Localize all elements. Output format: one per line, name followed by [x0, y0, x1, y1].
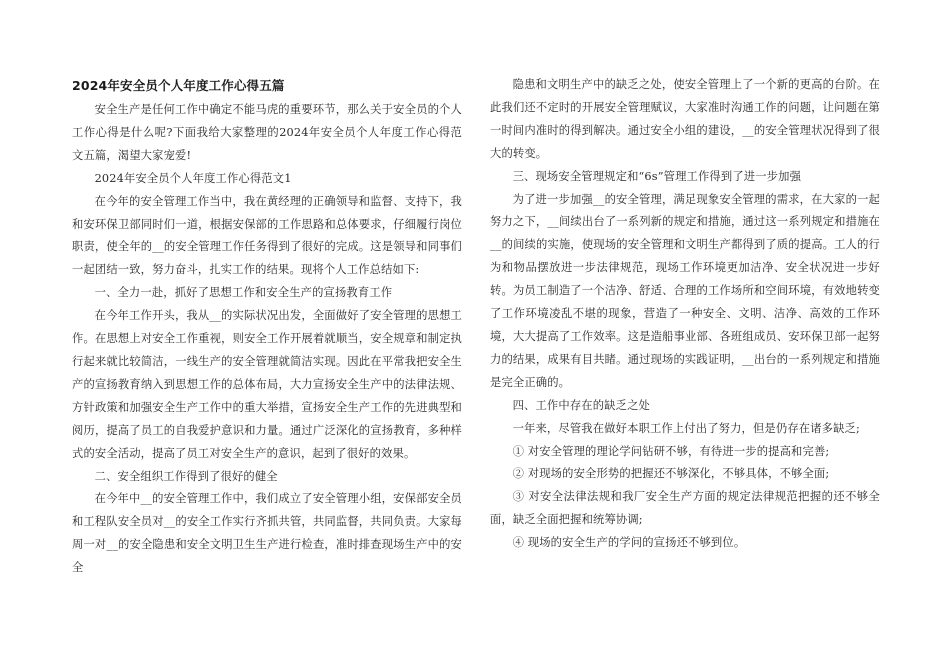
intro-paragraph: 安全生产是任何工作中确定不能马虎的重要环节，那么关于安全员的个人工作心得是什么呢?下面我给大家整理的2024年安全员个人年度工作心得范文五篇，渴望大家宠爱! — [72, 103, 462, 162]
section-heading-1: 一、全力一赴，抓好了思想工作和安全生产的宣扬教育工作 — [94, 286, 393, 300]
left-column — [72, 74, 462, 580]
right-column — [490, 74, 880, 555]
section-heading-4: 四、工作中存在的缺乏之处 — [512, 398, 650, 412]
body-paragraph: 在今年工作开头，我从__的实际状况出发，全面做好了安全管理的思想工作。在思想上对安全工作重视，则安全工作开展着就顺当，安全规章和制定执行起来就比较简洁，一线生产的安全管理就简洁实现。因此在平常我把安全生产的宣扬教育纳入到思想工作的总体布局，大力宣扬安全生产中的法律法规、方针政策和加强安全生产工作中的重大举措，宣扬安全生产工作的先进典型和阅历，提高了员工的自我爱护意识和力量。通过广泛深化的宣扬教育，多种样式的安全活动，提高了员工对安全生产的意识，起到了很好的效果。 — [72, 309, 462, 460]
body-paragraph: 一年来，尽管我在做好本职工作上付出了努力，但是仍存在诸多缺乏; — [512, 421, 860, 435]
body-paragraph: 为了进一步加强__的安全管理，满足现象安全管理的需求，在大家的一起努力之下，__间续出台了一系列新的规定和措施，通过这一系列规定和措施在__的间续的实施，使现场的安全管理和文明生产都得到了质的提高。工人的行为和物品摆放进一步法律规范，现场工作环境更加洁净、安全状况进一步好转。为员工制造了一个洁净、舒适、合理的工作场所和空间环境，有效地转变了工作环境凌乱不堪的现象，营造了一种安全、文明、洁净、高效的工作环境，大大提高了工作效率。这是造船事业部、各班组成员、安环保卫部一起努力的结果，成果有目共睹。通过现场的实践证明，__出台的一系列规定和措施是完全正确的。 — [490, 192, 880, 389]
list-item: ④ 现场的安全生产的学问的宣扬还不够到位。 — [512, 536, 746, 550]
section-heading-2: 二、安全组织工作得到了很好的健全 — [94, 469, 278, 483]
section-heading-3: 三、现场安全管理规定和“6s”管理工作得到了进一步加强 — [512, 169, 802, 183]
document-title: 2024年安全员个人年度工作心得五篇 — [72, 78, 285, 93]
body-paragraph-continued: 隐患和文明生产中的缺乏之处，使安全管理上了一个新的更高的台阶。在此我们还不定时的开展安全管理赋议，大家准时沟通工作的问题，让问题在第一时间内准时的得到解决。通过安全小组的建设，__的安全管理状况得到了很大的转变。 — [490, 78, 880, 160]
list-item: ③ 对安全法律法规和我厂安全生产方面的规定法律规范把握的还不够全面，缺乏全面把握和统筹协调; — [490, 490, 880, 527]
body-paragraph: 在今年中__的安全管理工作中，我们成立了安全管理小组，安保部安全员和工程队安全员对__的安全工作实行齐抓共管，共同监督，共同负责。大家每周一对__的安全隐患和安全文明卫生生产进行检查，准时排查现场生产中的安全 — [72, 492, 462, 575]
section-heading-sample-1: 2024年安全员个人年度工作心得范文1 — [94, 171, 292, 185]
list-item: ② 对现场的安全形势的把握还不够深化，不够具体，不够全面; — [512, 467, 830, 481]
body-paragraph: 在今年的安全管理工作当中，我在黄经理的正确领导和监督、支持下，我和安环保卫部同时们一道，根据安保部的工作思路和总体要求，仔细履行岗位职责，使全年的__的安全管理工作任务得到了很好的完成。这是领导和同事们一起团结一致，努力奋斗，扎实工作的结果。现将个人工作总结如下: — [72, 194, 462, 277]
list-item: ① 对安全管理的理论学问钻研不够，有待进一步的提高和完善; — [512, 444, 830, 458]
